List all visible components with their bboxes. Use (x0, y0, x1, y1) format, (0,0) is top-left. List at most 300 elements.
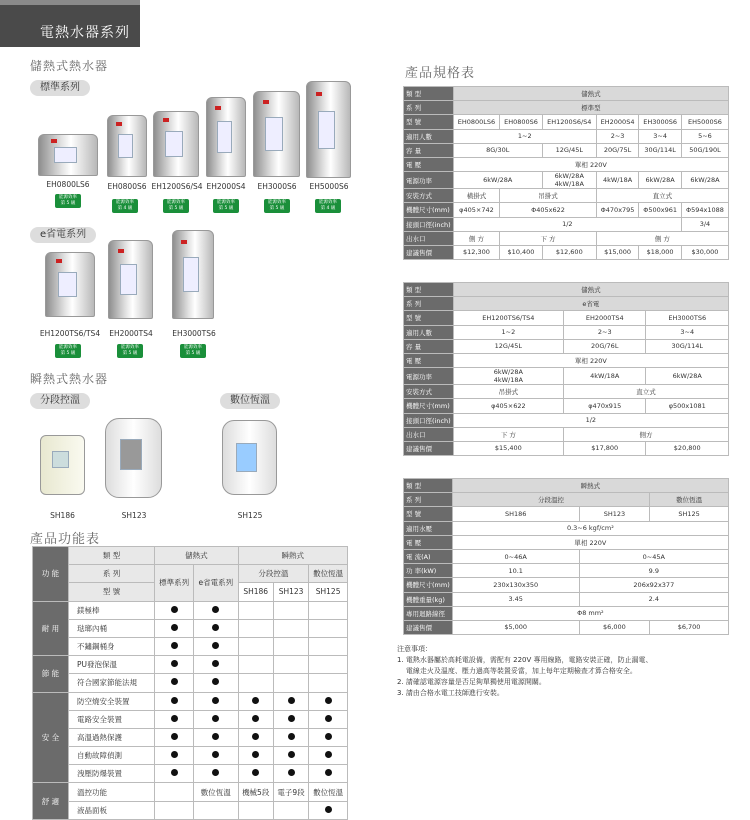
table-row (404, 493, 729, 507)
feature-dot (171, 642, 178, 649)
feature-dot (252, 733, 259, 740)
table-cell (194, 619, 239, 637)
table-cell: 下 方 (500, 231, 597, 245)
table-cell: 20G/76L (564, 339, 646, 353)
table-cell: Φ405x622 (500, 203, 597, 217)
feature-dot (288, 697, 295, 704)
table-cell: EH1200TS6/TS4 (453, 311, 563, 325)
digital-label: 數位恆溫 (220, 393, 280, 409)
table-cell: φ405×742 (453, 203, 500, 217)
header-cell: 標準系列 (155, 565, 194, 601)
table-cell: 4kW/18A (564, 368, 646, 385)
table-cell: EH3000S6 (639, 115, 682, 129)
table-cell (273, 765, 308, 783)
table-cell: 2.4 (579, 592, 728, 606)
model-name: EH0800S6 (107, 182, 147, 191)
energy-badge: 能源效率 第 5 級 (180, 344, 206, 358)
header-cell: SH186 (238, 583, 273, 601)
feature-cell: 不鏽鋼桶身 (69, 637, 155, 655)
table-row (404, 339, 729, 353)
header-cell: 系 列 (69, 565, 155, 583)
table-row (404, 385, 729, 399)
row-label: 建議售價 (404, 441, 454, 455)
row-label: 適用人數 (404, 129, 454, 143)
row-label: 出水口 (404, 231, 454, 245)
energy-badge: 能源效率 第 5 級 (55, 194, 81, 208)
table-cell (155, 656, 194, 674)
table-cell (309, 674, 348, 692)
table-cell: 直立式 (564, 385, 729, 399)
table-row (404, 157, 729, 171)
table-row (404, 620, 729, 634)
instant-heater-sh123 (105, 418, 162, 498)
feature-cell: 符合國家節能法規 (69, 674, 155, 692)
feature-dot (171, 715, 178, 722)
table-row (404, 203, 729, 217)
table-cell: 儲熱式 (453, 87, 728, 101)
table-row (404, 101, 729, 115)
table-cell (155, 692, 194, 710)
energy-badge: 能源效率 第 4 級 (112, 199, 138, 213)
table-cell (238, 601, 273, 619)
table-row (404, 283, 729, 297)
table-cell: 橫掛式 (453, 189, 500, 203)
feature-dot (212, 715, 219, 722)
function-table (32, 546, 348, 820)
feature-dot (212, 769, 219, 776)
header-cell: 儲熱式 (155, 547, 238, 565)
row-label: 型 號 (404, 115, 454, 129)
table-cell: EH1200S6/S4 (542, 115, 596, 129)
feature-dot (212, 678, 219, 685)
spec-table-standard (403, 86, 729, 260)
table-cell (273, 747, 308, 765)
table-cell: Φ470x795 (596, 203, 639, 217)
spec-table-instant (403, 478, 729, 635)
table-cell: 2~3 (596, 129, 639, 143)
table-cell (238, 619, 273, 637)
table-cell (194, 765, 239, 783)
energy-badge: 能源效率 第 5 級 (117, 344, 143, 358)
table-cell: SH123 (579, 507, 650, 521)
note-line: 1. 電熱水器屬於高耗電設備，需配有 220V 專用線路，電路安裝正確，防止漏電、 (397, 656, 653, 664)
table-cell: Φ8 mm² (452, 606, 728, 620)
row-label: 安裝方式 (404, 189, 454, 203)
row-label: 機體重量(kg) (404, 592, 453, 606)
table-cell: 6kW/28A (681, 172, 728, 189)
table-cell: 3/4 (681, 217, 728, 231)
table-cell: 單相 220V (453, 353, 728, 367)
row-label: 類 型 (404, 479, 453, 493)
header-cell: 類 型 (69, 547, 155, 565)
feature-dot (171, 769, 178, 776)
feature-dot (171, 624, 178, 631)
table-cell (155, 619, 194, 637)
table-cell: 12G/45L (453, 339, 563, 353)
row-label: 容 量 (404, 143, 454, 157)
heater-eh0800s6 (107, 115, 147, 177)
feature-dot (212, 751, 219, 758)
table-cell: $18,000 (639, 245, 682, 259)
table-cell: 2~3 (564, 325, 646, 339)
table-cell (194, 637, 239, 655)
instant-heater-title: 瞬熱式熱水器 (30, 372, 109, 386)
table-cell: 1/2 (453, 413, 728, 427)
row-label: 適用水壓 (404, 521, 453, 535)
feature-dot (212, 733, 219, 740)
stepped-label: 分段控溫 (30, 393, 90, 409)
notes-title: 注意事項： (397, 645, 432, 653)
table-cell: 標準型 (453, 101, 728, 115)
table-cell: 3~4 (639, 129, 682, 143)
table-row (33, 637, 348, 655)
table-cell: 230x130x350 (452, 578, 579, 592)
table-cell (309, 728, 348, 746)
header-cell: SH123 (273, 583, 308, 601)
header-cell: e省電系列 (194, 565, 239, 601)
table-cell (238, 801, 273, 819)
table-cell: EH5000S6 (681, 115, 728, 129)
table-row (404, 368, 729, 385)
table-cell: EH2000TS4 (564, 311, 646, 325)
table-cell: 9.9 (579, 564, 728, 578)
table-cell (194, 692, 239, 710)
spec-table-esave (403, 282, 729, 456)
table-cell: 1~2 (453, 325, 563, 339)
table-row (33, 747, 348, 765)
table-cell: 側方 (564, 427, 729, 441)
esave-series-label: e省電系列 (30, 227, 96, 243)
table-cell: 30G/114L (646, 339, 729, 353)
table-cell: $30,000 (681, 245, 728, 259)
feature-cell: 洩壓防爆裝置 (69, 765, 155, 783)
table-cell: 6kW/28A 4kW/18A (453, 368, 563, 385)
row-label: 接頭口徑(inch) (404, 413, 454, 427)
table-row (33, 674, 348, 692)
feature-dot (212, 606, 219, 613)
feature-cell: PU發泡保溫 (69, 656, 155, 674)
model-name: EH0800LS6 (46, 180, 90, 189)
model-name: SH125 (237, 511, 263, 520)
table-row (404, 115, 729, 129)
table-cell: $5,000 (452, 620, 579, 634)
table-cell (194, 656, 239, 674)
table-cell: 6kW/28A (639, 172, 682, 189)
row-label: 機體尺寸(mm) (404, 578, 453, 592)
table-cell: 0~46A (452, 549, 579, 563)
feature-dot (325, 715, 332, 722)
table-row (33, 783, 348, 801)
table-row (33, 710, 348, 728)
feature-dot (171, 751, 178, 758)
model-name: EH3000S6 (257, 182, 297, 191)
table-row (404, 217, 729, 231)
energy-badge: 能源效率 第 5 級 (213, 199, 239, 213)
table-cell: 分段溫控 (452, 493, 649, 507)
row-label: 電 壓 (404, 535, 453, 549)
table-row (404, 479, 729, 493)
table-cell: 1/2 (453, 217, 681, 231)
table-cell: 數位恆溫 (650, 493, 729, 507)
table-cell: 0.3~6 kgf/cm² (452, 521, 728, 535)
table-row (404, 311, 729, 325)
table-cell: EH0800LS6 (453, 115, 500, 129)
table-cell: Φ594x1088 (681, 203, 728, 217)
table-row (404, 606, 729, 620)
note-line: 2. 請確認電源容量是否足夠單獨使用電源開關。 (397, 678, 546, 686)
energy-badge: 能源效率 第 4 級 (315, 199, 341, 213)
feature-dot (212, 624, 219, 631)
spec-table-title: 產品規格表 (405, 66, 476, 81)
table-cell: $6,000 (579, 620, 650, 634)
feature-dot (171, 606, 178, 613)
row-label: 電 流(A) (404, 549, 453, 563)
table-cell (273, 710, 308, 728)
header-cell: 瞬熱式 (238, 547, 347, 565)
feature-dot (288, 733, 295, 740)
table-cell (194, 601, 239, 619)
energy-badge: 能源效率 第 5 級 (264, 199, 290, 213)
note-line: 電線走火及溫度、壓力過高等裝置妥當，加上每年定期檢查才算合格安全。 (397, 667, 637, 675)
row-label: 系 列 (404, 101, 454, 115)
row-label: 型 號 (404, 311, 454, 325)
table-cell (155, 728, 194, 746)
row-label: 安裝方式 (404, 385, 454, 399)
table-cell: 數位恆溫 (309, 783, 348, 801)
table-cell: 側 方 (596, 231, 728, 245)
heater-eh0800ls6 (38, 134, 98, 176)
table-cell: 儲熱式 (453, 283, 728, 297)
row-label: 電 壓 (404, 157, 454, 171)
row-label: 適用人數 (404, 325, 454, 339)
table-cell: 6kW/28A 4kW/18A (542, 172, 596, 189)
table-cell: 4kW/18A (596, 172, 639, 189)
heater-eh2000s4 (206, 97, 246, 177)
table-cell (155, 710, 194, 728)
table-row (404, 231, 729, 245)
table-cell: $10,400 (500, 245, 543, 259)
feature-dot (171, 660, 178, 667)
row-label: 類 型 (404, 87, 454, 101)
table-cell (309, 601, 348, 619)
feature-dot (212, 660, 219, 667)
table-cell: $6,700 (650, 620, 729, 634)
table-row (404, 87, 729, 101)
table-cell: $12,300 (453, 245, 500, 259)
feature-dot (252, 769, 259, 776)
table-cell (238, 710, 273, 728)
table-cell (155, 783, 194, 801)
table-cell: EH3000TS6 (646, 311, 729, 325)
row-label: 型 號 (404, 507, 453, 521)
table-cell (194, 728, 239, 746)
table-cell: 206x92x377 (579, 578, 728, 592)
table-cell: φ405×622 (453, 399, 563, 413)
feature-dot (252, 715, 259, 722)
table-cell: 機械5段 (238, 783, 273, 801)
table-row (404, 521, 729, 535)
table-cell (309, 656, 348, 674)
table-cell: 瞬熱式 (452, 479, 728, 493)
table-cell (273, 692, 308, 710)
table-cell (273, 674, 308, 692)
table-cell (194, 674, 239, 692)
table-row (404, 535, 729, 549)
energy-badge: 能源效率 第 5 級 (163, 199, 189, 213)
table-row (404, 549, 729, 563)
header-cell: 功 能 (33, 547, 69, 602)
table-cell (273, 728, 308, 746)
table-cell: 吊掛式 (453, 385, 563, 399)
table-row (33, 656, 348, 674)
table-cell: $15,000 (596, 245, 639, 259)
notes (397, 644, 653, 699)
table-cell: $20,800 (646, 441, 729, 455)
feature-cell: 鎂極棒 (69, 601, 155, 619)
table-row (33, 765, 348, 783)
table-cell (238, 728, 273, 746)
feature-dot (288, 751, 295, 758)
table-cell: 單相 220V (453, 157, 728, 171)
table-cell: 單相 220V (452, 535, 728, 549)
table-cell: $17,800 (564, 441, 646, 455)
table-row (404, 507, 729, 521)
table-cell: e省電 (453, 297, 728, 311)
table-cell: φ470x915 (564, 399, 646, 413)
table-row (404, 427, 729, 441)
table-row (33, 619, 348, 637)
model-name: EH3000TS6 (172, 329, 216, 338)
feature-dot (325, 806, 332, 813)
feature-cell: 液晶面板 (69, 801, 155, 819)
table-cell: SH125 (650, 507, 729, 521)
feature-cell: 溫控功能 (69, 783, 155, 801)
heater-eh3000s6 (253, 91, 300, 177)
table-row (404, 245, 729, 259)
table-cell (273, 656, 308, 674)
table-cell (238, 765, 273, 783)
feature-dot (212, 642, 219, 649)
row-label: 電 壓 (404, 353, 454, 367)
header-cell: SH125 (309, 583, 348, 601)
row-label: 類 型 (404, 283, 454, 297)
table-cell: 6kW/28A (453, 172, 542, 189)
table-cell: SH186 (452, 507, 579, 521)
heater-eh3000ts6 (172, 230, 214, 319)
feature-dot (252, 697, 259, 704)
table-cell: 下 方 (453, 427, 563, 441)
table-cell (155, 747, 194, 765)
storage-heater-title: 儲熱式熱水器 (30, 59, 109, 73)
table-cell: EH0800S6 (500, 115, 543, 129)
table-row (404, 297, 729, 311)
table-cell: 數位恆溫 (194, 783, 239, 801)
energy-badge: 能源效率 第 5 級 (55, 344, 81, 358)
table-row (404, 353, 729, 367)
table-cell (309, 619, 348, 637)
feature-dot (252, 751, 259, 758)
table-row (404, 129, 729, 143)
table-cell: $15,400 (453, 441, 563, 455)
table-cell: EH2000S4 (596, 115, 639, 129)
feature-dot (325, 733, 332, 740)
table-row (404, 172, 729, 189)
table-row (404, 189, 729, 203)
standard-series-label: 標準系列 (30, 80, 90, 96)
feature-dot (171, 697, 178, 704)
row-label: 電源功率 (404, 368, 454, 385)
heater-eh1200ts6 (45, 252, 95, 317)
feature-dot (288, 769, 295, 776)
table-cell (309, 747, 348, 765)
row-label: 接頭口徑(inch) (404, 217, 454, 231)
group-cell: 節 能 (33, 656, 69, 692)
table-cell (309, 801, 348, 819)
table-cell (238, 692, 273, 710)
table-cell (155, 765, 194, 783)
table-row (33, 801, 348, 819)
table-row (404, 578, 729, 592)
table-cell: 6kW/28A (646, 368, 729, 385)
header-cell: 型 號 (69, 583, 155, 601)
heater-eh5000s6 (306, 81, 351, 178)
table-cell (238, 674, 273, 692)
row-label: 建議售價 (404, 620, 453, 634)
feature-dot (325, 751, 332, 758)
table-cell (273, 619, 308, 637)
table-cell (238, 656, 273, 674)
feature-dot (325, 769, 332, 776)
table-cell: 20G/75L (596, 143, 639, 157)
table-cell: 直立式 (596, 189, 728, 203)
row-label: 專用迴路線徑 (404, 606, 453, 620)
table-row (404, 441, 729, 455)
row-label: 功 率(kW) (404, 564, 453, 578)
group-cell: 耐 用 (33, 601, 69, 656)
model-name: EH2000S4 (206, 182, 246, 191)
row-label: 建議售價 (404, 245, 454, 259)
table-cell (194, 710, 239, 728)
feature-cell: 琺瑯內桶 (69, 619, 155, 637)
table-cell (155, 801, 194, 819)
table-row (404, 143, 729, 157)
heater-eh2000ts4 (108, 240, 153, 319)
heater-eh1200s6 (153, 111, 199, 177)
table-cell (194, 801, 239, 819)
table-cell (238, 637, 273, 655)
row-label: 機體尺寸(mm) (404, 203, 454, 217)
instant-heater-sh125 (222, 420, 277, 495)
table-cell: 10.1 (452, 564, 579, 578)
header-cell: 數位恆溫 (309, 565, 348, 583)
table-cell: 8G/30L (453, 143, 542, 157)
table-cell (155, 637, 194, 655)
table-cell (273, 801, 308, 819)
table-cell (155, 674, 194, 692)
table-cell: $12,600 (542, 245, 596, 259)
table-row (33, 692, 348, 710)
table-cell (155, 601, 194, 619)
table-cell: 3~4 (646, 325, 729, 339)
table-cell: Φ500x961 (639, 203, 682, 217)
note-line: 3. 請由合格水電工技師進行安裝。 (397, 689, 504, 697)
table-row (404, 413, 729, 427)
table-cell: 電子9段 (273, 783, 308, 801)
table-row (33, 728, 348, 746)
feature-cell: 電路安全裝置 (69, 710, 155, 728)
table-cell: φ500x1081 (646, 399, 729, 413)
table-row (404, 325, 729, 339)
